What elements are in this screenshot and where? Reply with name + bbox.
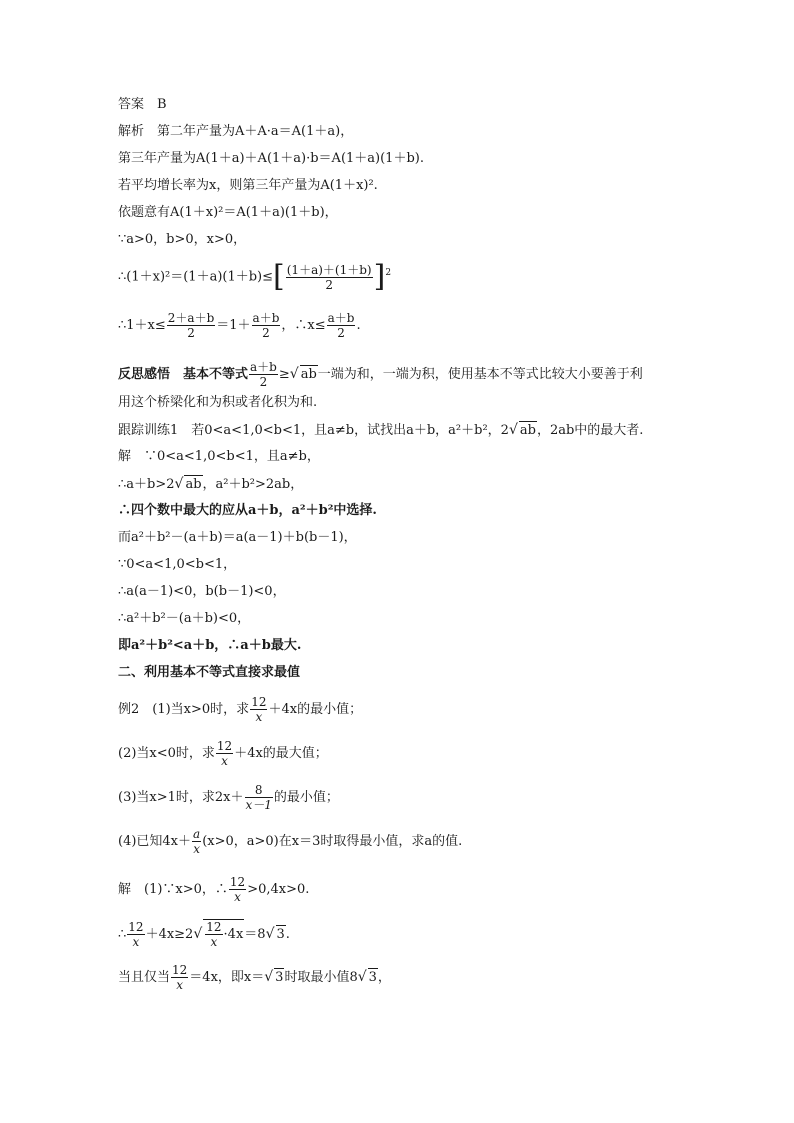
solution-line-4 [118,529,357,547]
fraction-denominator: x [193,842,200,856]
fraction [249,360,278,389]
solution-text-3: ∴四个数中最大的应从a＋b，a²＋b²中选择. [118,503,377,518]
fraction [192,827,201,856]
exponent: 2 [385,268,392,279]
example-text: ＋4x的最大值； [234,746,328,761]
fraction-denominator: x [210,935,218,949]
section-heading-text: 二、利用基本不等式直接求最值 [118,665,301,680]
fraction [216,739,233,768]
reflection-label: 反思感悟 基本不等式 [118,367,249,382]
fraction-denominator: x [255,710,263,724]
solution2-text: >0,4x>0. [247,882,310,897]
inequality-text: ∴1＋x≤ [118,318,166,333]
fraction-numerator: 12 [229,875,246,889]
fraction-denominator: 2 [337,326,345,340]
sqrt-content: 3 [276,927,285,942]
fraction-numerator: (1＋a)＋(1＋b) [286,262,372,277]
example-text: 的最小值； [273,790,339,805]
solution-line-6 [118,583,286,601]
sqrt-content: 3 [368,970,377,985]
fraction-denominator: 2 [259,375,268,389]
fraction [229,875,246,904]
fraction-numerator: a＋b [252,311,280,325]
solution2-text: ∴ [118,927,127,942]
bracket-open: [ [273,259,285,294]
fraction-denominator: x [176,978,184,992]
solution-line-8 [118,637,301,655]
analysis-text-1: 解析 第二年产量为A＋A·a＝A(1＋a)， [118,124,354,139]
solution2-text: . [285,927,290,942]
solution2-line-3 [118,963,391,992]
fraction [327,311,356,340]
solution-text: ，a²＋b²>2ab， [202,477,304,492]
example-text: (2)当x<0时，求 [118,746,215,761]
solution2-line-2 [118,919,290,949]
solution-line-2 [118,475,303,494]
fraction-numerator: a＋b [327,311,355,325]
sqrt-symbol: √ [193,926,203,942]
solution2-text: ＝4x，即x＝ [189,970,265,985]
sqrt-content: 3 [275,970,284,985]
fraction-denominator: x [132,935,140,949]
inequality-text: ，∴x≤ [281,318,326,333]
solution-text-1: 解 ∵0<a<1,0<b<1，且a≠b， [118,449,320,464]
solution2-text: ， [377,970,391,985]
practice-line [118,421,643,440]
reflection-line-1 [118,360,643,389]
analysis-text-3: 若平均增长率为x，则第三年产量为A(1＋x)². [118,178,378,193]
fraction-numerator: 12 [216,739,233,753]
solution-text-5: ∵0<a<1,0<b<1， [118,557,237,572]
example-text: ＋4x的最小值； [268,702,363,717]
fraction-numerator: 12 [251,695,267,709]
analysis-text-5: ∵a>0，b>0，x>0， [118,232,247,247]
reflection-symbol: ≥ [278,367,290,382]
fraction [286,263,373,292]
solution-line-5 [118,556,236,574]
fraction-denominator: x [221,754,228,768]
fraction-numerator: 8 [245,783,273,798]
solution2-line-1 [118,875,309,904]
solution2-text: ＝8 [244,927,266,942]
sqrt-content [203,919,244,949]
solution-text-8: 即a²＋b²<a＋b，∴a＋b最大. [118,638,302,653]
sqrt-symbol: √ [174,476,184,492]
fraction-numerator: a＋b [250,360,277,374]
inequality-line-2 [118,311,361,340]
sqrt-symbol: √ [357,969,367,985]
sqrt-symbol: √ [264,969,274,985]
inequality-line-1 [118,259,392,294]
fraction [171,963,188,992]
practice-text-end: ，2ab中的最大者. [536,423,644,438]
sqrt-content: ab [185,477,202,492]
example-line-3 [118,783,339,812]
solution2-text: 时取最小值8 [284,970,358,985]
fraction [252,311,281,340]
example-text: (3)当x>1时，求2x＋ [118,790,244,805]
inequality-text: . [356,318,361,333]
solution-text-7: ∴a²＋b²－(a＋b)<0， [118,611,251,626]
fraction-denominator: 2 [325,277,333,292]
fraction-denominator: 2 [187,326,195,340]
example-text: 例2 (1)当x>0时，求 [118,702,250,717]
sqrt-symbol: √ [289,366,299,382]
fraction-numerator: a [193,827,201,841]
fraction [245,783,273,812]
solution-text: ∴a＋b>2 [118,477,175,492]
analysis-line-5 [118,231,246,249]
example-line-2 [118,739,328,768]
example-line-4 [118,827,462,856]
fraction-denominator: 2 [262,326,270,340]
solution-text-6: ∴a(a－1)<0，b(b－1)<0， [118,584,286,599]
answer-text: 答案 B [118,97,167,112]
example-line-1 [118,695,362,724]
fraction-denominator: x－1 [245,798,272,812]
practice-text: 跟踪训练1 若0<a<1,0<b<1，且a≠b，试找出a＋b，a²＋b²，2 [118,423,509,438]
solution2-text: ＋4x≥2 [145,927,194,942]
sqrt-symbol: √ [265,926,275,942]
sqrt-content: ab [300,367,317,382]
reflection-text-2: 用这个桥梁化和为积或者化积为和. [118,395,318,410]
example-text: (4)已知4x＋ [118,834,192,849]
inequality-text: ＝1＋ [216,318,251,333]
fraction-numerator: 12 [128,920,144,934]
inequality-left: ∴(1＋x)²＝(1＋a)(1＋b)≤ [118,269,274,285]
analysis-line-2 [118,150,424,168]
sqrt-symbol: √ [508,422,518,438]
fraction-numerator: 2＋a＋b [167,311,215,325]
analysis-line-3 [118,177,378,195]
reflection-text: 一端为和，一端为积，使用基本不等式比较大小要善于利 [317,367,643,382]
reflection-line-2 [118,394,317,412]
analysis-text-2: 第三年产量为A(1＋a)＋A(1＋a)·b＝A(1＋a)(1＋b). [118,151,424,166]
solution2-text: 解 (1)∵x>0，∴ [118,882,228,897]
fraction [167,311,215,340]
fraction-denominator: x [234,890,241,904]
solution2-text: 当且仅当 [118,970,171,985]
fraction [250,695,267,724]
analysis-text-4: 依题意有A(1＋x)²＝A(1＋a)(1＋b)， [118,205,338,220]
fraction-numerator: 12 [172,963,188,977]
analysis-line-4 [118,204,338,222]
solution-line-1 [118,448,320,466]
section-heading [118,664,300,682]
answer-line [118,96,167,114]
solution-line-3 [118,502,377,520]
example-text: (x>0，a>0)在x＝3时取得最小值，求a的值. [202,834,463,849]
fraction [127,920,144,949]
solution-text-4: 而a²＋b²－(a＋b)＝a(a－1)＋b(b－1)， [118,530,357,545]
solution-line-7 [118,610,250,628]
sqrt-content: ab [519,423,536,438]
bracket-close: ] [373,259,386,294]
fraction-numerator: 12 [206,920,222,934]
analysis-line-1 [118,123,353,141]
fraction [205,920,222,949]
sqrt-text: ·4x [223,927,244,942]
